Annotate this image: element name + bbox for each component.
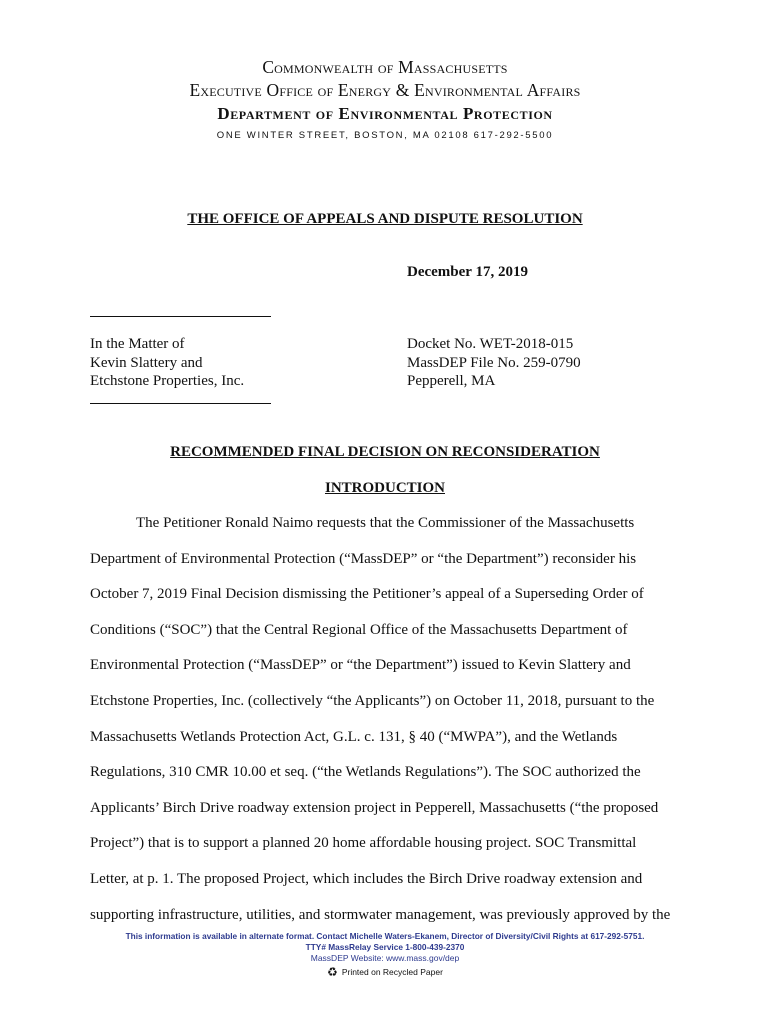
caption-rule-bottom <box>90 403 271 404</box>
office-title: THE OFFICE OF APPEALS AND DISPUTE RESOLUTION <box>187 211 583 227</box>
caption-docket <box>407 335 581 391</box>
body-line: Letter, at p. 1. The proposed Project, which includes the Birch Drive roadway extension and <box>90 870 643 887</box>
body-line: The Petitioner Ronald Naimo requests that the Commissioner of the Massachusetts <box>136 515 635 531</box>
recycle-icon: ♻ <box>327 965 338 979</box>
body-line: Conditions (“SOC”) that the Central Regional Office of the Massachusetts Department of <box>90 621 628 638</box>
body-line: Applicants’ Birch Drive roadway extension project in Pepperell, Massachusetts (“the proposed <box>90 799 659 816</box>
caption-left-line: In the Matter of <box>90 336 185 352</box>
caption-right-line: Docket No. WET-2018-015 <box>407 336 574 352</box>
caption-left-line: Etchstone Properties, Inc. <box>90 373 245 389</box>
body-line: Regulations, 310 CMR 10.00 et seq. (“the Wetlands Regulations”). The SOC authorized the <box>90 764 641 781</box>
letterhead-executive-office: Executive Office of Energy & Environmental Affairs <box>189 80 581 100</box>
caption-right-line: MassDEP File No. 259-0790 <box>407 354 581 371</box>
caption-matter <box>90 335 244 391</box>
body-line: Environmental Protection (“MassDEP” or “the Department”) issued to Kevin Slattery and <box>90 657 631 674</box>
footer-website: MassDEP Website: www.mass.gov/dep <box>310 953 460 963</box>
caption-right-line: Pepperell, MA <box>407 373 496 389</box>
footer-tty: TTY# MassRelay Service 1-800-439-2370 <box>305 941 465 952</box>
page-footer <box>0 931 770 978</box>
body-line: Project”) that is to support a planned 20 home affordable housing project. SOC Transmittal <box>90 835 637 852</box>
footer-alternate-format-notice: This information is available in alternate format. Contact Michelle Waters-Ekanem, Director of Diversity/Civil Rights at 617-292-5751. <box>125 931 645 941</box>
letterhead-department: Department of Environmental Protection <box>217 104 553 123</box>
body-line: supporting infrastructure, utilities, and stormwater management, was previously approved by the <box>90 906 671 923</box>
letterhead-commonwealth: Commonwealth of Massachusetts <box>262 57 508 77</box>
body-line: Department of Environmental Protection (“MassDEP” or “the Department”) reconsider his <box>90 550 637 567</box>
caption-rule-top <box>90 316 271 317</box>
body-line: October 7, 2019 Final Decision dismissing the Petitioner’s appeal of a Superseding Order of <box>90 586 644 603</box>
decision-date: December 17, 2019 <box>407 264 528 280</box>
footer-recycled-paper <box>0 966 770 978</box>
body-paragraph <box>90 512 690 939</box>
decision-title: RECOMMENDED FINAL DECISION ON RECONSIDERATION <box>170 444 600 460</box>
footer-recycled-text: Printed on Recycled Paper <box>341 967 443 977</box>
section-heading-introduction: INTRODUCTION <box>324 480 445 496</box>
letterhead <box>0 56 770 141</box>
letterhead-address: ONE WINTER STREET, BOSTON, MA 02108 617-292-5500 <box>216 130 554 141</box>
body-line: Etchstone Properties, Inc. (collectively “the Applicants”) on October 11, 2018, pursuant to the <box>90 692 655 709</box>
caption-left-line: Kevin Slattery and <box>90 354 203 371</box>
body-line: Massachusetts Wetlands Protection Act, G.L. c. 131, § 40 (“MWPA”), and the Wetlands <box>90 728 618 745</box>
